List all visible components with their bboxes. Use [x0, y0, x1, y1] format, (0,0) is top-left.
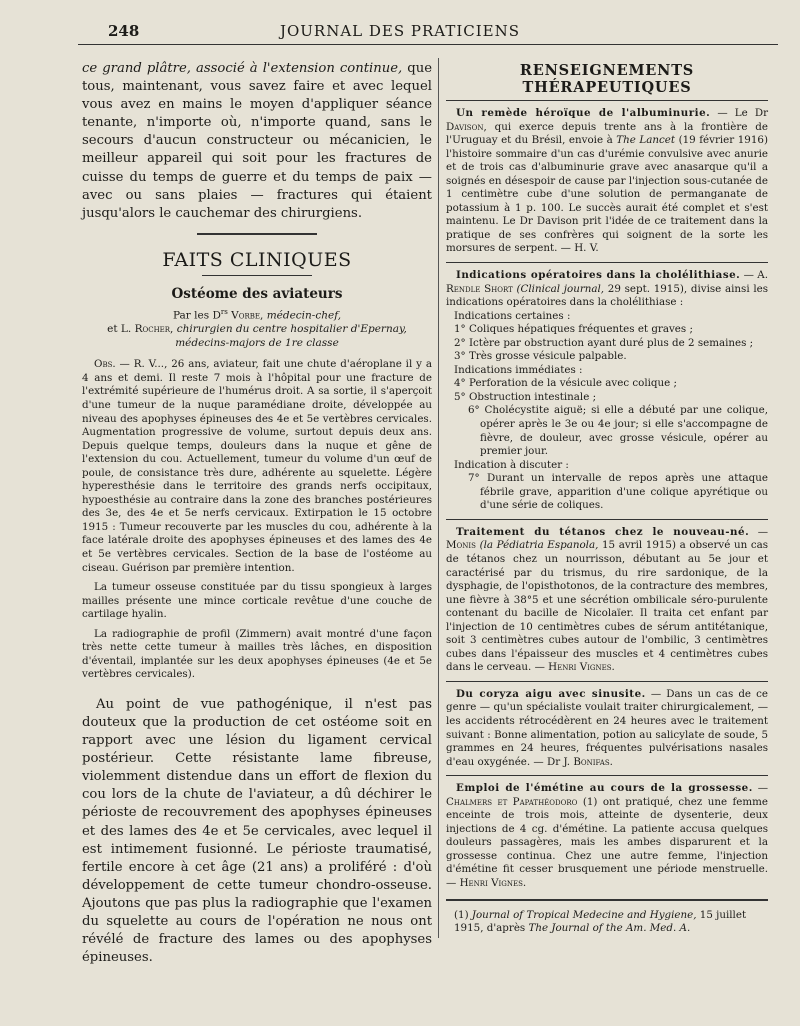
- footnote: [446, 909, 768, 936]
- byline2-role: chirurgien du centre hospitalier d'Epernay,: [176, 323, 407, 336]
- item4-a: — Dans un cas de ce genre — qu'un spécialiste voulait traiter chirurgicalement, — les accidents rétrocédèrent en 24 heures avec le traitement suivant : Bonne alimentation, potion au salicylate de soude, 5 grammes en 24 heures, fréquentes pulvérisations nasales d'eau oxygénée. — Dr J.: [446, 687, 768, 768]
- item-rule-3: [446, 681, 768, 682]
- item-rule-2: [446, 519, 768, 520]
- discuss-heading: Indication à discuter :: [454, 458, 569, 471]
- item2-title: Indications opératoires dans la cholélithiase.: [456, 269, 741, 282]
- item5-a: —: [752, 782, 769, 795]
- title-underline: [202, 275, 312, 276]
- article-title: Ostéome des aviateurs: [171, 285, 343, 302]
- certain-item-1: 1° Coliques hépatiques fréquentes et graves ;: [454, 323, 693, 336]
- section-separator: [197, 233, 317, 235]
- footnote-marker: (1): [454, 908, 472, 921]
- tumor-paragraph: La tumeur osseuse constituée par du tissu spongieux à larges mailles présente une mince corticale revêtue d'une couche de cartilage hyalin.: [82, 581, 432, 621]
- footnote-journal-2: The Journal of the Am. Med. A.: [528, 922, 691, 935]
- byline2-prefix: et L.: [107, 323, 135, 336]
- intro-rest: que tous, maintenant, vous savez faire et avec lequel vous avez en mains le moyen d'appliquer séance tenante, n'importe où, n'importe quand, sans le secours d'aucun constructeur ou mécanicien, le meilleur appareil qui soit pour les fractures de cuisse du temps de guerre et du temps de paix — avec ou sans plaies — fractures qui étaient jusqu'alors le cauchemar des chirurgiens.: [82, 61, 432, 221]
- intro-paragraph: [82, 60, 432, 223]
- item-tetanos: [446, 526, 768, 675]
- item-rule-4: [446, 775, 768, 776]
- immediate-item-3: 6° Cholécystite aiguë; si elle a débuté par une colique, opérer après le 3e ou 4e jour; si elle s'accompagne de fièvre, de douleur, avec grosse vésicule, opérer au premier jour.: [468, 404, 768, 458]
- page-number: 248: [108, 22, 140, 40]
- footnote-rule: [446, 899, 768, 901]
- item4-title: Du coryza aigu avec sinusite.: [456, 687, 646, 700]
- section-title-faits-cliniques: FAITS CLINIQUES: [162, 248, 352, 271]
- item5-signature: Henri Vignes.: [459, 876, 527, 889]
- column-divider: [438, 58, 439, 938]
- journal-title: JOURNAL DES PRATICIENS: [279, 22, 521, 40]
- item5-b: (1) ont pratiqué, chez une femme enceinte de trois mois, atteinte de dysenterie, deux injections de 4 cg. d'émétine. La patiente accusa quelques douleurs passagères, mais les ambes disparurent et la grossesse continua. Chez une autre femme, l'injection d'émétine fit cesser brusquement une période menstruelle. —: [446, 795, 769, 889]
- footnote-journal: Journal of Tropical Medecine and Hygiene,: [471, 908, 697, 921]
- item2-name: Rendle Short: [446, 282, 513, 295]
- right-column: [446, 60, 768, 946]
- item3-title: Traitement du tétanos chez le nouveau-né.: [456, 525, 750, 538]
- item-coryza: [446, 688, 768, 769]
- left-column: [82, 60, 432, 967]
- item2-a: — A.: [740, 269, 768, 282]
- item-albuminurie: [446, 107, 768, 256]
- certain-heading: Indications certaines :: [454, 309, 571, 322]
- discuss-item-1: 7° Durant un intervalle de repos après une attaque fébrile grave, apparition d'une colique apyrétique ou d'une série de coliques.: [468, 472, 768, 512]
- item3-a: —: [749, 525, 768, 538]
- conclusion-paragraph: Au point de vue pathogénique, il n'est pas douteux que la production de cet ostéome soit en rapport avec une lésion du ligament cervical postérieur. Cette résistante lame fibreuse, violemment distendue dans un effort de flexion du cou lors de la chute de l'aviateur, a dû déchirer le périoste de recouvrement des apophyses épineuses et des lames des 4e et 5e cervicales, avec lequel il est intimement fusionné. Le périoste traumatisé, fertile encore à cet âge (21 ans) a proliféré : d'où développement de cette tumeur chondro-osseuse. Ajoutons que pas plus la radiographie que l'examen du squelette au cours de l'opération ne nous ont révélé de fracture des lames ou des apophyses épineuses.: [82, 696, 432, 966]
- footnote-text: 15 juillet 1915, d'après: [454, 908, 747, 935]
- item5-title: Emploi de l'émétine au cours de la grossesse.: [456, 782, 753, 795]
- immediate-item-1: 4° Perforation de la vésicule avec colique ;: [454, 377, 677, 390]
- byline-line-3: [82, 336, 432, 350]
- section-title-renseignements: RENSEIGNEMENTS THÉRAPEUTIQUES: [519, 62, 695, 96]
- page-header: [0, 18, 800, 44]
- item1-title: Un remède héroïque de l'albuminurie.: [456, 107, 711, 119]
- section-rule: [446, 100, 768, 101]
- obs-label: Obs.: [94, 358, 116, 371]
- item1-b: qui exerce depuis trente ans à la frontière de l'Uruguay et du Brésil, envoie à: [446, 120, 768, 147]
- immediate-item-2: 5° Obstruction intestinale ;: [454, 390, 597, 403]
- byline1-sup: rs: [220, 307, 228, 316]
- byline3-text: médecins-majors de 1re classe: [175, 337, 339, 350]
- header-rule: [78, 44, 778, 45]
- byline1-prefix: Par les D: [172, 309, 221, 322]
- item4-signature: Bonifas.: [573, 755, 613, 768]
- item2-b: 29 sept. 1915), divise ainsi les indications opératoires dans la cholélithiase :: [446, 282, 768, 309]
- observation-paragraph: [82, 358, 432, 575]
- item3-b: 15 avril 1915) a observé un cas de tétanos chez un nourrisson, débutant au 5e jour et caractérisé par du trismus, du rire sardonique, de la dysphagie, de l'opisthotonos, de la contracture des membres, une fièvre à 38°5 et une sécrétion ombilicale séro-purulente contenant du bacille de Nicolaïer. Il traita cet enfant par l'injection de 10 centimètres cubes de sérum antitétanique, soit 3 centimètres cubes autour de l'ombilic, 3 centimètres cubes dans l'épaisseur des muscles et 4 centimètres cubes dans le cerveau. —: [446, 539, 769, 674]
- item1-name: Davison,: [446, 120, 487, 133]
- item-emetine: [446, 782, 768, 890]
- item3-signature: Henri Vignes.: [548, 661, 615, 674]
- item-cholelithiase: [446, 269, 768, 310]
- obs-text: — R. V..., 26 ans, aviateur, fait une chute d'aéroplane il y a 4 ans et demi. Il reste 7 mois à l'hôpital pour une fracture de l'extrémité supérieure de l'humérus droit. A sa sortie, il s'aperçoit d'une tumeur de la nuque paramédiane droite, développée au niveau des apophyses épineuses des 4e et 5e vertèbres cervicales. Augmentation progressive de volume, surtout depuis deux ans. Depuis quelque temps, douleurs dans la nuque et gêne de l'extension du cou. Actuellement, tumeur du volume d'un œuf de poule, de consistance très dure, adhérente au squelette. Légère hyperesthésie dans le territoire des grands nerfs occipitaux, hypoesthésie au contraire dans la zone des branches postérieures des 3e, des 4e et 5e nerfs cervicaux. Extirpation le 15 octobre 1915 : Tumeur recouverte par les muscles du cou, adhérente à la face latérale droite des apophyses épineuses et des lames des 4e et 5e vertèbres cervicales. Section de la base de l'ostéome au ciseau. Guérison par première intention.: [82, 358, 432, 574]
- byline2-name: Rocher,: [134, 323, 177, 336]
- radiography-paragraph: La radiographie de profil (Zimmern) avait montré d'une façon très nette cette tumeur à mailles très lâches, en disposition d'éventail, implantée sur les deux apophyses épineuses (4e et 5e vertèbres cervicales).: [82, 627, 432, 681]
- item3-journal: (la Pédiatria Espanola,: [479, 539, 599, 552]
- item5-name: Chalmers et Papathéodoro: [446, 795, 578, 808]
- item1-a: — Le Dr: [710, 107, 769, 119]
- item1-journal: The Lancet: [616, 134, 676, 147]
- byline-line-2: [82, 322, 432, 336]
- item-rule-1: [446, 262, 768, 263]
- item2-journal: (Clinical journal,: [512, 282, 605, 295]
- byline1-role: médecin-chef,: [266, 309, 342, 322]
- byline-line-1: [82, 305, 432, 323]
- byline1-name: Vorbe,: [227, 309, 267, 322]
- certain-item-2: 2° Ictère par obstruction ayant duré plus de 2 semaines ;: [454, 336, 754, 349]
- immediate-heading: Indications immédiates :: [454, 363, 583, 376]
- intro-italic: ce grand plâtre, associé à l'extension continue,: [82, 61, 403, 76]
- item1-c: (19 février 1916) l'histoire sommaire d'un cas d'urémie convulsive avec anurie et de trois cas d'albuminurie grave avec anasarque qu'il a soignés en désespoir de cause par l'injection sous-cutanée de 1 centimètre cube d'une solution de permanganate de potassium à 1 p. 100. Le succès aurait été complet et s'est maintenu. Le Dr Davison prit l'idée de ce traitement dans la pratique de ses confrères qui soignent de la sorte les morsures de serpent. — H. V.: [446, 134, 768, 255]
- certain-item-3: 3° Très grosse vésicule palpable.: [454, 350, 627, 363]
- item3-name: Monis: [446, 539, 476, 552]
